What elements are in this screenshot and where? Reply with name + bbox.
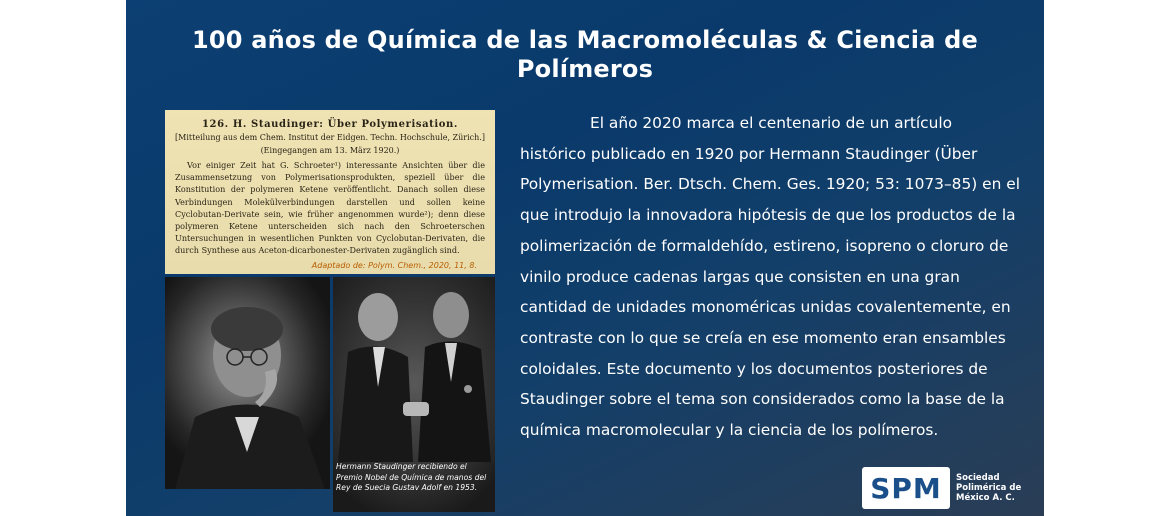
paper-body-text: Vor einiger Zeit hat G. Schroeter¹) interessante Ansichten über die Zusammensetzung von Polymerisationsprodukten, speziell über die Konstitution der polymeren Ketene veröffentlicht. Danach sollen diese Verbindungen Molekülverbindungen darstellen und sollen keine Cyclobutan-Derivate sein, wie früher angenommen wurde²); denn diese polymeren Ketene unterscheiden sich nach den Schroeterschen Untersuchungen in wesentlichen Punkten von Cyclobutan-Derivaten, die durch Synthese aus Aceton-dicarbonester-Derivaten zugänglich sind.: [175, 160, 485, 256]
nobel-ceremony-figures: [333, 277, 495, 462]
spm-logo-line-2: Polimérica de: [956, 483, 1022, 493]
spm-logo-line-3: México A. C.: [956, 493, 1015, 503]
paper-received-date: (Eingegangen am 13. März 1920.): [260, 146, 400, 155]
portrait-figure: [165, 277, 330, 489]
photo-caption: Hermann Staudinger recibiendo el Premio Nobel de Química de manos del Rey de Suecia Gustav Adolf en 1953.: [336, 462, 487, 492]
spm-logo-name: [956, 473, 1021, 503]
slide: [126, 0, 1044, 516]
title-line-2: Polímeros: [516, 55, 654, 83]
slide-title: [146, 26, 1024, 84]
spm-logo-line-1: Sociedad: [956, 473, 1000, 483]
title-line-1: 100 años de Química de las Macromoléculas & Ciencia de: [191, 26, 979, 54]
paper-subheading: [Mitteilung aus dem Chem. Institut der Eidgen. Techn. Hochschule, Zürich.]: [175, 133, 485, 142]
paper-heading: 126. H. Staudinger: Über Polymerisation.: [201, 119, 458, 130]
main-paragraph: [520, 108, 1020, 446]
spm-logo-acronym: SPM: [862, 467, 950, 509]
spm-logo: [862, 467, 1021, 509]
paper-credit: Adaptado de: Polym. Chem., 2020, 11, 8.: [311, 261, 477, 270]
staudinger-portrait-photo: [165, 277, 330, 489]
paper-excerpt-image: [165, 110, 495, 274]
main-paragraph-text: El año 2020 marca el centenario de un artículo histórico publicado en 1920 por Hermann Staudinger (Über Polymerisation. Ber. Dtsch. Chem. Ges. 1920; 53: 1073–85) en el que introdujo la innovadora hipótesis de que los productos de la polimerización de formaldehído, estireno, isopreno o cloruro de vinilo produce cadenas largas que consisten en una gran cantidad de unidades monoméricas unidas covalentemente, en contraste con lo que se creía en ese momento eran ensambles coloidales. Este documento y los documentos posteriores de Staudinger sobre el tema son considerados como la base de la química macromolecular y la ciencia de los polímeros.: [520, 114, 1020, 440]
